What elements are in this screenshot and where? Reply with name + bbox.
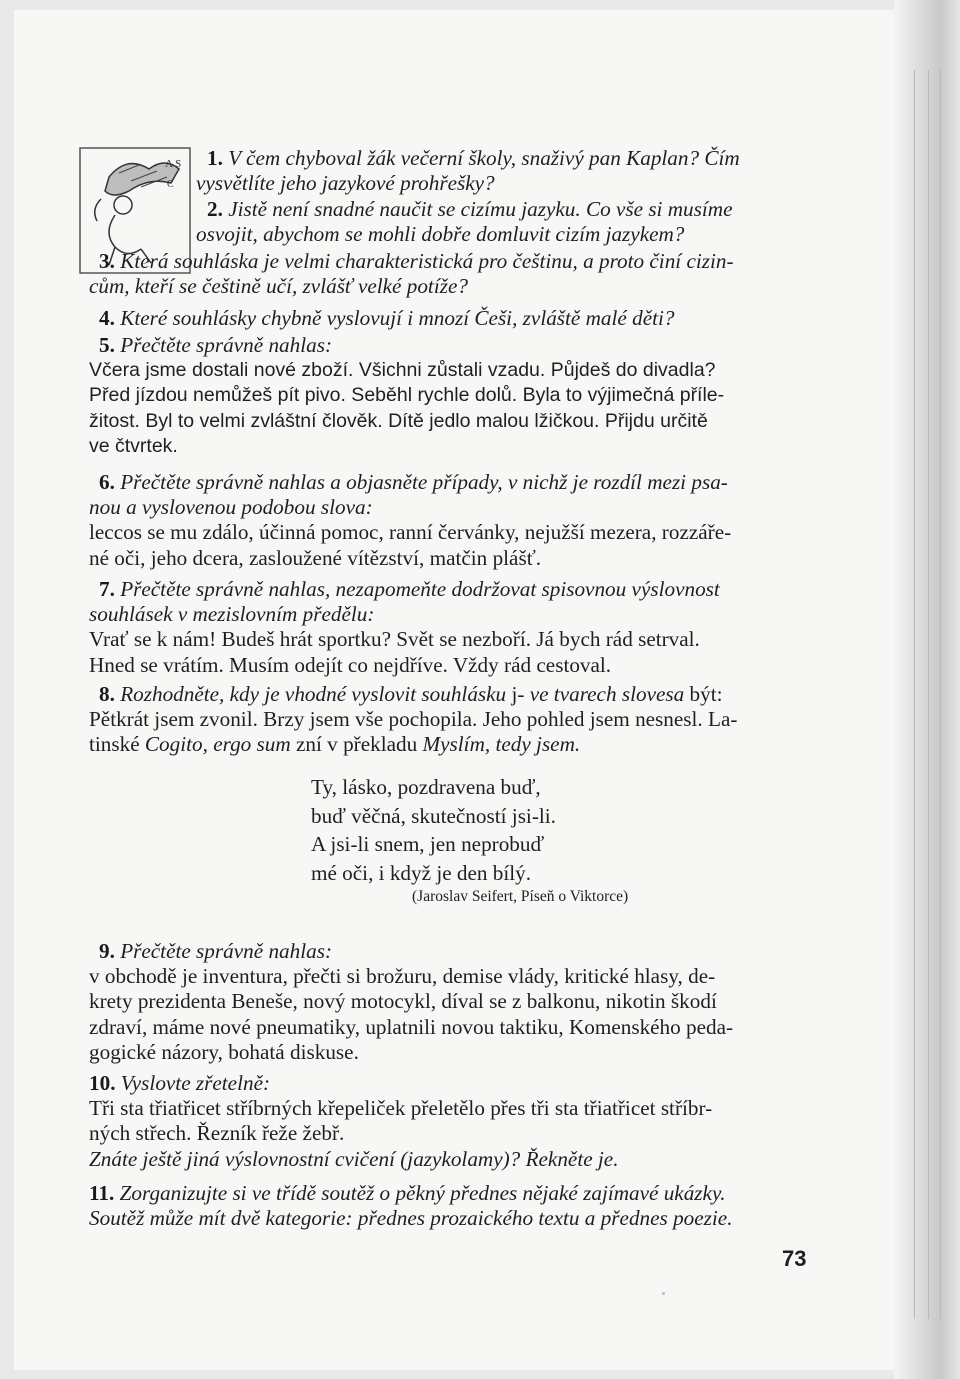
exercise-11 <box>89 1181 811 1231</box>
exercise-6-line: leccos se mu zdálo, účinná pomoc, ranní červánky, nejužší mezera, rozzáře- <box>89 520 732 545</box>
exercise-5-line: ve čtvrtek. <box>89 434 178 457</box>
exercise-7-instruction: Přečtěte správně nahlas, nezapomeňte dodržovat spisovnou výslovnost <box>120 577 720 601</box>
exercise-number: 3. <box>99 249 115 273</box>
exercise-5-line: žitost. Byl to velmi zvláštní člověk. Dítě jedlo malou lžičkou. Přijdu určitě <box>89 409 708 432</box>
exercise-10 <box>89 1071 811 1172</box>
exercise-number: 2. <box>207 197 223 221</box>
exercise-number: 1. <box>207 146 223 170</box>
exercise-6-line: né oči, jeho dcera, zasloužené vítězství, matčin plášť. <box>89 545 542 570</box>
exercise-5-line: Včera jsme dostali nové zboží. Všichni zůstali vzadu. Půjdeš do divadla? <box>89 359 716 382</box>
poem <box>311 773 556 887</box>
poem-line: mé oči, i když je den bílý. <box>311 860 532 885</box>
exercise-8-text: zní v překladu <box>296 732 418 757</box>
exercise-2-line-2: osvojit, abychom se mohli dobře domluvit cizím jazykem? <box>196 222 685 247</box>
exercise-4-line-1: Které souhlásky chybně vyslovují i mnozí Češi, zvláště malé děti? <box>120 306 675 330</box>
poem-line: A jsi-li snem, jen neprobuď <box>311 832 545 857</box>
exercise-1-line-2: vysvětlíte jeho jazykové prohřešky? <box>196 171 495 196</box>
exercise-8-text: tinské <box>89 732 140 757</box>
exercise-10-question: Znáte ještě jiná výslovnostní cvičení (jazykolamy)? Řekněte je. <box>89 1146 619 1171</box>
exercise-6-instruction: nou a vyslovenou podobou slova: <box>89 495 373 520</box>
exercise-number: 11. <box>89 1181 115 1205</box>
exercise-8-latin: Cogito, ergo sum <box>144 732 291 757</box>
svg-text:C: C <box>167 179 174 190</box>
exercise-number: 9. <box>99 939 115 963</box>
page-number: 73 <box>782 1246 807 1271</box>
exercise-6 <box>89 470 811 571</box>
exercise-8-sound: j- <box>511 682 525 706</box>
poem-line: Ty, lásko, pozdravena buď, <box>311 775 541 799</box>
exercise-10-line: ných střech. Řezník řeže žebř. <box>89 1121 345 1146</box>
exercise-3 <box>89 249 811 299</box>
poem-source: (Jaroslav Seifert, Píseň o Viktorce) <box>412 888 629 905</box>
exercise-9-line: v obchodě je inventura, přečti si brožuru, demise vlády, kritické hlasy, de- <box>89 964 716 989</box>
exercise-11-line-2: Soutěž může mít dvě kategorie: přednes prozaického textu a přednes poezie. <box>89 1206 733 1231</box>
exercise-number: 8. <box>99 682 115 706</box>
exercise-3-line-1: Která souhláska je velmi charakteristická pro češtinu, a proto činí cizin- <box>120 249 734 273</box>
exercise-1 <box>89 146 811 196</box>
exercise-7-line: Hned se vrátím. Musím odejít co nejdříve. Vždy rád cestoval. <box>89 652 612 677</box>
exercise-8-line: Pětkrát jsem zvonil. Brzy jsem vše pochopila. Jeho pohled jsem nesnesl. La- <box>89 707 738 732</box>
exercise-2-line-1: Jistě není snadné naučit se cizímu jazyku. Co vše si musíme <box>228 197 733 221</box>
exercise-5-instruction: Přečtěte správně nahlas: <box>120 333 333 357</box>
exercise-4 <box>89 306 811 331</box>
exercise-2 <box>89 197 811 247</box>
exercise-7-line: Vrať se k nám! Budeš hrát sportku? Svět se nezboří. Já bych rád setrval. <box>89 627 700 652</box>
exercise-3-line-2: cům, kteří se češtině učí, zvlášť velké potíže? <box>89 274 468 299</box>
exercise-9-line: krety prezidenta Beneše, nový motocykl, díval se z balkonu, nikotin škodí <box>89 989 717 1014</box>
exercise-5-line: Před jízdou nemůžeš pít pivo. Seběhl rychle dolů. Byla to výjimečná příle- <box>89 384 725 407</box>
exercise-number: 7. <box>99 577 115 601</box>
exercise-9-instruction: Přečtěte správně nahlas: <box>120 939 333 963</box>
scan-speck <box>662 1292 665 1295</box>
exercise-5 <box>89 333 811 459</box>
page-edge-shadow <box>894 0 960 1379</box>
exercise-8-translation: Myslím, tedy jsem. <box>422 732 581 757</box>
exercise-11-line-1: Zorganizujte si ve třídě soutěž o pěkný přednes nějaké zajímavé ukázky. <box>119 1181 726 1205</box>
poem-line: buď věčná, skutečností jsi-li. <box>311 803 556 828</box>
svg-text:A S: A S <box>165 158 182 170</box>
exercise-number: 5. <box>99 333 115 357</box>
exercise-10-instruction: Vyslovte zřetelně: <box>120 1071 271 1095</box>
exercise-10-line: Tři sta třiatřicet stříbrných křepeliček přeletělo přes tři sta třiatřicet stříbr- <box>89 1096 713 1121</box>
exercise-number: 6. <box>99 470 115 494</box>
exercise-8-instruction: Rozhodněte, kdy je vhodné vyslovit souhlásku <box>120 682 507 706</box>
exercise-9 <box>89 939 811 1065</box>
exercise-number: 4. <box>99 306 115 330</box>
exercise-number: 10. <box>89 1071 116 1095</box>
exercise-8-verb: být: <box>689 682 723 706</box>
exercise-1-line-1: V čem chyboval žák večerní školy, snaživý pan Kaplan? Čím <box>228 146 740 170</box>
exercise-9-line: gogické názory, bohatá diskuse. <box>89 1039 359 1064</box>
exercise-9-line: zdraví, máme nové pneumatiky, uplatnili novou taktiku, Komenského peda- <box>89 1014 734 1039</box>
exercise-7-instruction: souhlásek v mezislovním předělu: <box>89 602 375 627</box>
exercise-8-instruction-mid: ve tvarech slovesa <box>529 682 685 706</box>
exercise-6-instruction: Přečtěte správně nahlas a objasněte případy, v nichž je rozdíl mezi psa- <box>120 470 728 494</box>
exercise-8 <box>89 682 811 758</box>
exercise-7 <box>89 577 811 678</box>
